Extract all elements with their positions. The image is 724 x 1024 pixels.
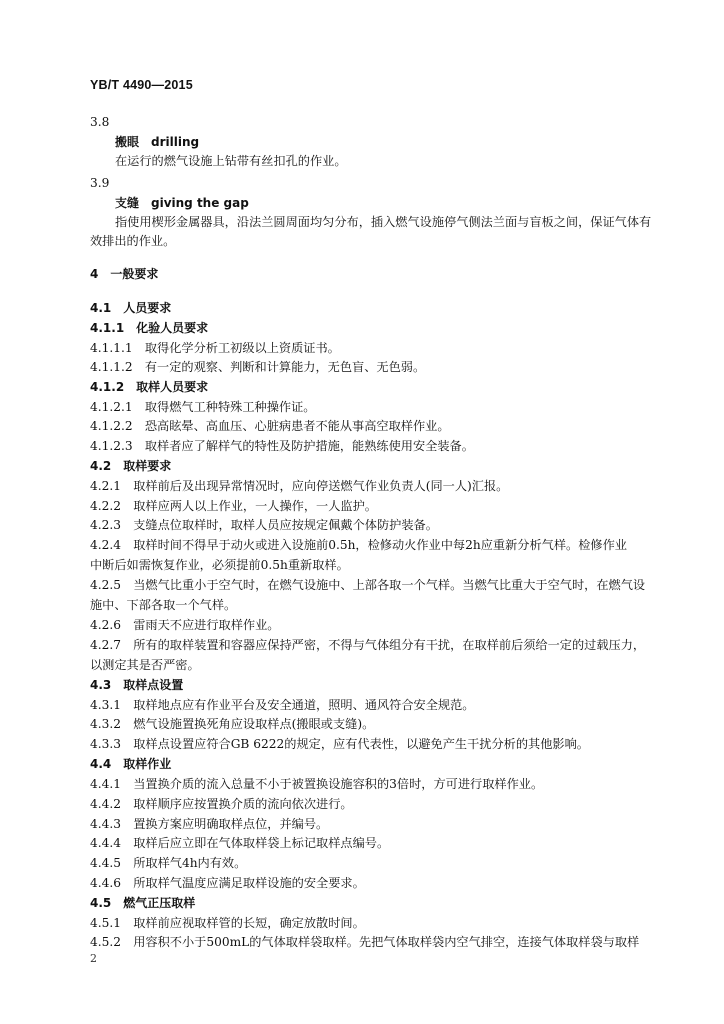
body-text-line: 3.9 [90,176,110,190]
standard-header: YB/T 4490—2015 [90,78,193,92]
body-text-line: 4.4.5 所取样气4h内有效。 [90,856,247,870]
body-text-line: 4.3.3 取样点设置应符合GB 6222的规定，应有代表性，以避免产生干扰分析的其他影响。 [90,737,589,751]
body-text-line: 4.2.6 雷雨天不应进行取样作业。 [90,618,280,632]
body-text-line: 施中、下部各取一个气样。 [90,598,237,612]
body-text-line: 4.1.1.2 有一定的观察、判断和计算能力，无色盲、无色弱。 [90,360,426,374]
section-heading: 4.1.2 取样人员要求 [90,380,209,394]
section-heading: 4.1 人员要求 [90,301,172,315]
page-number: 2 [90,952,97,965]
body-text-line: 4.3.1 取样地点应有作业平台及安全通道，照明、通风符合安全规范。 [90,698,475,712]
body-text-line: 4.4.1 当置换介质的流入总量不小于被置换设施容积的3倍时，方可进行取样作业。 [90,777,544,791]
body-text-line: 4.4.4 取样后应立即在气体取样袋上标记取样点编号。 [90,836,390,850]
body-text-line: 4.2.2 取样应两人以上作业，一人操作，一人监护。 [90,499,377,513]
body-text-line: 4.3.2 燃气设施置换死角应设取样点(搬眼或支缝)。 [90,717,375,731]
body-text-line: 4.1.1.1 取得化学分析工初级以上资质证书。 [90,341,340,355]
section-heading: 4.1.1 化验人员要求 [90,321,209,335]
body-text-line: 4.5.2 用容积不小于500mL的气体取样袋取样。先把气体取样袋内空气排空，连接气体取样袋与取样 [90,935,640,949]
body-text-line: 3.8 [90,115,110,129]
section-heading: 搬眼 drilling [115,135,200,149]
body-text-line: 指使用楔形金属器具，沿法兰圆周面均匀分布，插入燃气设施停气侧法兰面与盲板之间，保证气体有 [115,215,652,229]
section-heading: 4.2 取样要求 [90,459,172,473]
body-text-line: 4.2.7 所有的取样装置和容器应保持严密，不得与气体组分有干扰，在取样前后须给一定的过载压力， [90,638,646,652]
body-text-line: 在运行的燃气设施上钻带有丝扣孔的作业。 [115,154,347,168]
body-text-line: 4.1.2.3 取样者应了解样气的特性及防护措施，能熟练使用安全装备。 [90,439,474,453]
body-text-line: 4.2.1 取样前后及出现异常情况时，应向停送燃气作业负责人(同一人)汇报。 [90,479,509,493]
body-text-line: 4.4.3 置换方案应明确取样点位，并编号。 [90,817,329,831]
section-heading: 4 一般要求 [90,267,159,281]
body-text-line: 4.4.6 所取样气温度应满足取样设施的安全要求。 [90,876,365,890]
section-heading: 支缝 giving the gap [115,196,249,210]
section-heading: 4.4 取样作业 [90,757,172,771]
body-text-line: 4.4.2 取样顺序应按置换介质的流向依次进行。 [90,797,353,811]
body-text-line: 以测定其是否严密。 [90,658,200,672]
body-text-line: 4.2.3 支缝点位取样时，取样人员应按规定佩戴个体防护装备。 [90,518,438,532]
body-text-line: 4.1.2.1 取得燃气工种特殊工种操作证。 [90,400,316,414]
body-text-line: 4.1.2.2 恐高眩晕、高血压、心脏病患者不能从事高空取样作业。 [90,419,450,433]
body-text-line: 4.5.1 取样前应视取样管的长短，确定放散时间。 [90,916,365,930]
section-heading: 4.5 燃气正压取样 [90,896,196,910]
body-text-line: 中断后如需恢复作业，必须提前0.5h重新取样。 [90,558,349,572]
body-text-line: 效排出的作业。 [90,234,176,248]
section-heading: 4.3 取样点设置 [90,678,184,692]
body-text-line: 4.2.4 取样时间不得早于动火或进入设施前0.5h，检修动火作业中每2h应重新分析气样。检修作业 [90,538,627,552]
body-text-line: 4.2.5 当燃气比重小于空气时，在燃气设施中、上部各取一个气样。当燃气比重大于空气时，在燃气设 [90,578,646,592]
